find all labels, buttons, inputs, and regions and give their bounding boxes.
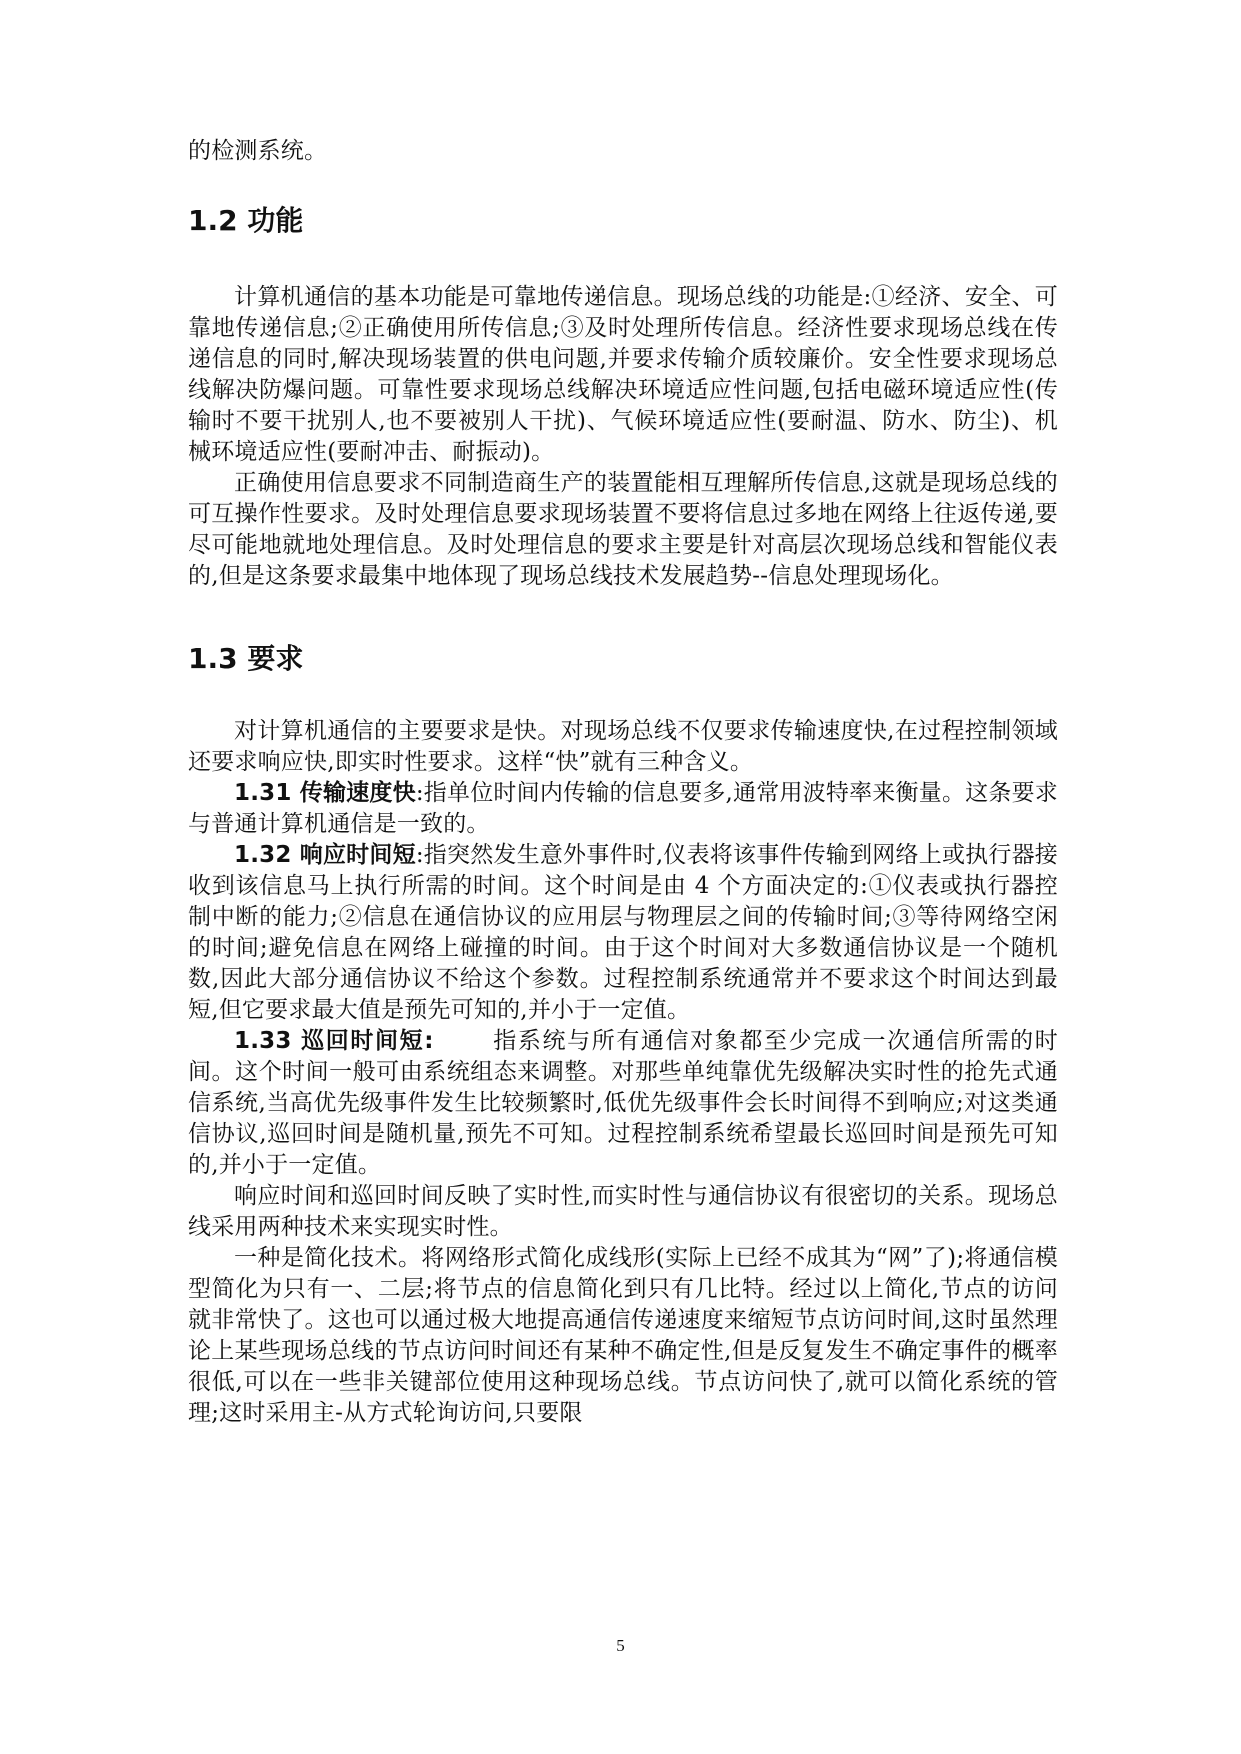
paragraph: 一种是简化技术。将网络形式简化成线形(实际上已经不成其为“网”了);将通信模型简化为只有一、二层;将节点的信息简化到只有几比特。经过以上简化,节点的访问就非常快了。这也可以通过极大地提高通信传递速度来缩短节点访问时间,这时虽然理论上某些现场总线的节点访问时间还有某种不确定性,但是反复发生不确定事件的概率很低,可以在一些非关键部位使用这种现场总线。节点访问快了,就可以简化系统的管理;这时采用主-从方式轮询访问,只要限 bbox=[188, 1245, 1058, 1426]
requirement-item bbox=[188, 778, 1058, 840]
requirement-title: 1.33 巡回时间短: bbox=[234, 1028, 434, 1054]
requirement-title: 1.31 传输速度快 bbox=[234, 780, 416, 806]
requirement-item bbox=[188, 840, 1058, 1026]
requirement-text: :指单位时间内传输的信息要多,通常用波特率来衡量。这条要求与普通计算机通信是一致的。 bbox=[188, 780, 1058, 837]
page-number: 5 bbox=[616, 1636, 625, 1655]
section-1-3-body bbox=[188, 716, 1058, 1429]
paragraph: 对计算机通信的主要要求是快。对现场总线不仅要求传输速度快,在过程控制领域还要求响应快,即实时性要求。这样“快”就有三种含义。 bbox=[188, 718, 1058, 775]
section-heading-1-3: 1.3 要求 bbox=[188, 642, 304, 675]
section-1-2-body bbox=[188, 282, 1058, 592]
intro-fragment: 的检测系统。 bbox=[188, 138, 328, 164]
paragraph: 正确使用信息要求不同制造商生产的装置能相互理解所传信息,这就是现场总线的可互操作性要求。及时处理信息要求现场装置不要将信息过多地在网络上往返传递,要尽可能地就地处理信息。及时处理信息的要求主要是针对高层次现场总线和智能仪表的,但是这条要求最集中地体现了现场总线技术发展趋势--信息处理现场化。 bbox=[188, 470, 1058, 589]
requirement-text: :指突然发生意外事件时,仪表将该事件传输到网络上或执行器接收到该信息马上执行所需的时间。这个时间是由 4 个方面决定的:①仪表或执行器控制中断的能力;②信息在通信协议的应用层与物理层之间的传输时间;③等待网络空闲的时间;避免信息在网络上碰撞的时间。由于这个时间对大多数通信协议是一个随机数,因此大部分通信协议不给这个参数。过程控制系统通常并不要求这个时间达到最短,但它要求最大值是预先可知的,并小于一定值。 bbox=[188, 842, 1058, 1023]
requirement-text: 指系统与所有通信对象都至少完成一次通信所需的时间。这个时间一般可由系统组态来调整。对那些单纯靠优先级解决实时性的抢先式通信系统,当高优先级事件发生比较频繁时,低优先级事件会长时间得不到响应;对这类通信协议,巡回时间是随机量,预先不可知。过程控制系统希望最长巡回时间是预先可知的,并小于一定值。 bbox=[188, 1028, 1058, 1178]
requirement-title: 1.32 响应时间短 bbox=[234, 842, 416, 868]
section-heading-1-2: 1.2 功能 bbox=[188, 204, 304, 237]
intro-fragment-block bbox=[188, 136, 1058, 167]
requirement-item bbox=[188, 1026, 1058, 1181]
paragraph: 响应时间和巡回时间反映了实时性,而实时性与通信协议有很密切的关系。现场总线采用两种技术来实现实时性。 bbox=[188, 1183, 1058, 1240]
paragraph: 计算机通信的基本功能是可靠地传递信息。现场总线的功能是:①经济、安全、可靠地传递信息;②正确使用所传信息;③及时处理所传信息。经济性要求现场总线在传递信息的同时,解决现场装置的供电问题,并要求传输介质较廉价。安全性要求现场总线解决防爆问题。可靠性要求现场总线解决环境适应性问题,包括电磁环境适应性(传输时不要干扰别人,也不要被别人干扰)、气候环境适应性(要耐温、防水、防尘)、机械环境适应性(要耐冲击、耐振动)。 bbox=[188, 284, 1058, 465]
